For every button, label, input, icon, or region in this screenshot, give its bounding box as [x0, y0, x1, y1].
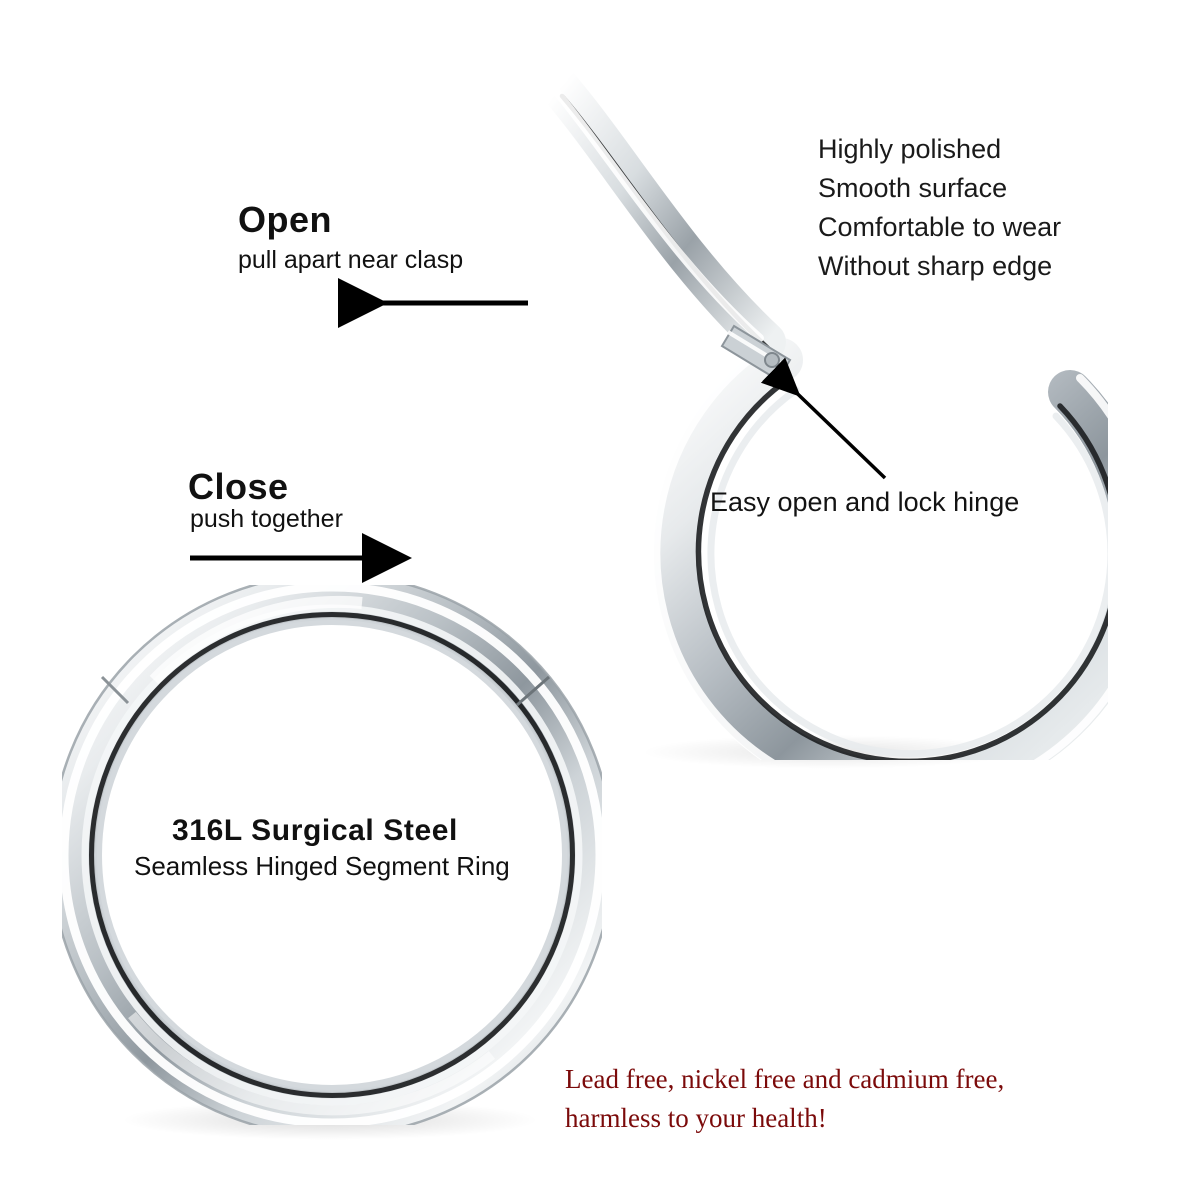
feature-item-2: Smooth surface	[818, 173, 1008, 203]
ring-material-label: 316L Surgical Steel	[172, 814, 458, 847]
close-callout-subtitle: push together	[190, 505, 343, 533]
feature-list	[818, 130, 1158, 286]
feature-item-1: Highly polished	[818, 134, 1002, 164]
open-callout-subtitle: pull apart near clasp	[238, 246, 464, 274]
ring-type-label: Seamless Hinged Segment Ring	[134, 851, 510, 881]
safety-note-line-1: Lead free, nickel free and cadmium free,	[565, 1064, 1005, 1094]
safety-note	[565, 1060, 1185, 1138]
open-callout-title: Open	[238, 199, 333, 240]
safety-note-line-2: harmless to your health!	[565, 1103, 827, 1133]
hinge-callout-label: Easy open and lock hinge	[710, 487, 1020, 517]
feature-item-4: Without sharp edge	[818, 251, 1053, 281]
feature-item-3: Comfortable to wear	[818, 212, 1062, 242]
close-callout-title: Close	[188, 466, 289, 507]
